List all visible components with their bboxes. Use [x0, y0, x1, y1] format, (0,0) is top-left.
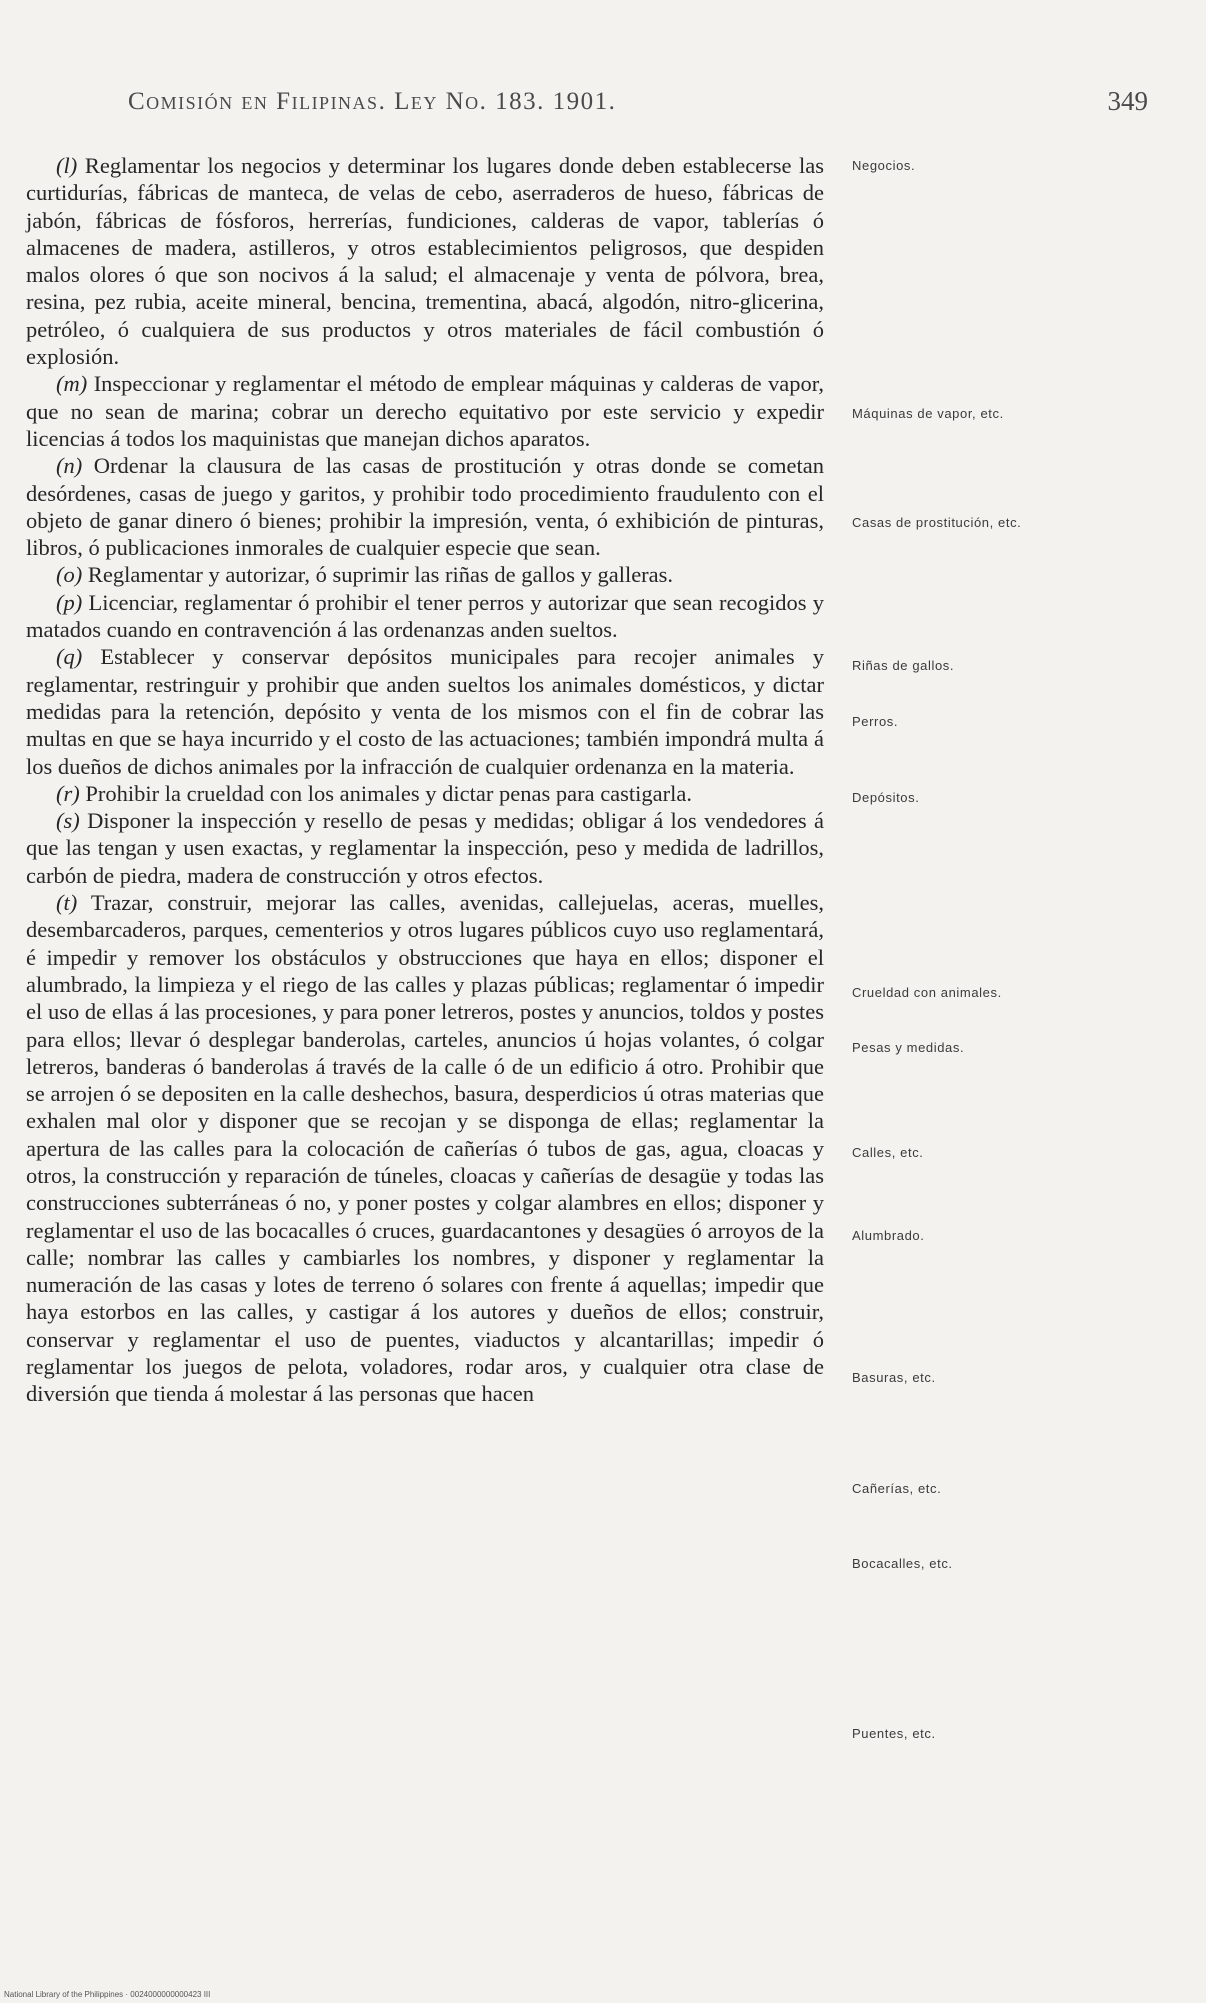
paragraph-letter: (n): [56, 453, 83, 479]
running-head: Comisión en Filipinas. Ley No. 183. 1901.: [128, 88, 617, 115]
margin-note-calles: Calles, etc.: [852, 1145, 924, 1160]
paragraph-l: [26, 152, 824, 370]
paragraph-r: [26, 780, 824, 807]
paragraph-text: Licenciar, reglamentar ó prohibir el tener perros y autorizar que sean recogidos y matados cuando en contravención á las ordenanzas anden sueltos.: [26, 589, 825, 643]
paragraph-m: [26, 370, 824, 452]
paragraph-letter: (o): [56, 562, 83, 588]
paragraph-text: Reglamentar los negocios y determinar los lugares donde deben establecerse las curtidurías, fábricas de manteca, de velas de cebo, aserraderos de hueso, fábricas de jabón, fábricas de fósforos, herrerías, fundiciones, calderas de vapor, tablerías ó almacenes de madera, astilleros, y otros establecimientos peligrosos, que despiden malos olores ó que son nocivos á la salud; el almacenaje y venta de pólvora, brea, resina, pez rubia, aceite mineral, bencina, trementina, abacá, algodón, nitro-glicerina, petróleo, ó cualquiera de sus productos y otros materiales de fácil combustión ó explosión.: [26, 153, 825, 370]
paragraph-letter: (m): [56, 371, 88, 397]
paragraph-letter: (r): [56, 780, 80, 806]
margin-note-bocacalles: Bocacalles, etc.: [852, 1556, 953, 1571]
margin-note-prostitucion: Casas de prostitución, etc.: [852, 515, 1022, 530]
margin-note-basuras: Basuras, etc.: [852, 1370, 936, 1385]
margin-note-perros: Perros.: [852, 714, 899, 729]
paragraph-s: [26, 807, 824, 889]
paragraph-text: Inspeccionar y reglamentar el método de emplear máquinas y calderas de vapor, que no sean de marina; cobrar un derecho equitativo por este servicio y expedir licencias á todos los maquinistas que manejan dichos aparatos.: [26, 371, 824, 451]
margin-note-depositos: Depósitos.: [852, 790, 920, 805]
paragraph-text: Trazar, construir, mejorar las calles, avenidas, callejuelas, aceras, muelles, desembarcaderos, parques, cementerios y otros lugares públicos cuyo uso reglamentará, é impedir y remover los obstáculos y obstrucciones que haya en ellos; disponer el alumbrado, la limpieza y el riego de las calles y plazas públicas; reglamentar ó impedir el uso de ellas á las procesiones, y para poner letreros, postes y anuncios, toldos y postes para ellos; llevar ó desplegar banderolas, carteles, anuncios ú hojas volantes, ó colgar letreros, banderas ó banderolas á través de la calle ó de un edificio á otro. Prohibir que se arrojen ó se depositen en la calle deshechos, basura, desperdicios ú otras materias que exhalen mal olor y disponer que se recojan y se disponga de ellas; reglamentar la apertura de las calles para la colocación de cañerías ó tubos de gas, agua, cloacas y otros, la construcción y reparación de túneles, cloacas y cañerías de desagüe y todas las construcciones subterráneas ó no, y poner postes y colgar alambres en ellos; disponer y reglamentar el uso de las bocacalles ó cruces, guardacantones y desagües ó arroyos de la calle; nombrar las calles y cambiarles los nombres, y disponer y reglamentar la numeración de las casas y lotes de terreno ó solares con frente á aquellas; impedir que haya estorbos en las calles, y castigar á los autores y dueños de ellos; construir, conservar y reglamentar el uso de puentes, viaductos y alcantarillas; impedir ó reglamentar los juegos de pelota, voladores, rodar aros, y cualquier otra clase de diversión que tienda á molestar á las personas que hacen: [26, 890, 824, 1407]
paragraph-letter: (p): [56, 589, 83, 615]
paragraph-q: [26, 643, 824, 779]
margin-note-alumbrado: Alumbrado.: [852, 1228, 925, 1243]
paragraph-p: [26, 589, 824, 644]
paragraph-text: Establecer y conservar depósitos municipales para recojer animales y reglamentar, restringuir y prohibir que anden sueltos los animales domésticos, y dictar medidas para la retención, depósito y venta de los mismos con el fin de cobrar las multas en que se haya incurrido y el costo de las actuaciones; también impondrá multa á los dueños de dichos animales por la infracción de cualquier ordenanza en la materia.: [26, 644, 824, 779]
paragraph-letter: (q): [56, 644, 83, 670]
margin-note-canerias: Cañerías, etc.: [852, 1481, 942, 1496]
paragraph-letter: (t): [56, 890, 78, 916]
paragraph-text: Disponer la inspección y resello de pesas y medidas; obligar á los vendedores á que las tengan y usen exactas, y reglamentar la inspección, peso y medida de ladrillos, carbón de piedra, madera de construcción y otros efectos.: [26, 808, 824, 888]
paragraph-n: [26, 452, 824, 561]
margin-note-rinas: Riñas de gallos.: [852, 658, 955, 673]
paragraph-letter: (l): [56, 153, 78, 178]
page-header: [128, 82, 1148, 122]
paragraph-text: Ordenar la clausura de las casas de prostitución y otras donde se cometan desórdenes, casas de juego y garitos, y prohibir todo procedimiento fraudulento con el objeto de ganar dinero ó bienes; prohibir la impresión, venta, ó exhibición de pinturas, libros, ó publicaciones inmorales de cualquier especie que sean.: [26, 453, 824, 561]
paragraph-text: Reglamentar y autorizar, ó suprimir las riñas de gallos y galleras.: [87, 562, 674, 588]
margin-note-crueldad: Crueldad con animales.: [852, 985, 1002, 1000]
margin-note-puentes: Puentes, etc.: [852, 1726, 936, 1741]
paragraph-letter: (s): [56, 808, 80, 834]
margin-note-pesas: Pesas y medidas.: [852, 1040, 965, 1055]
margin-note-maquinas: Máquinas de vapor, etc.: [852, 406, 1004, 421]
library-stamp: National Library of the Philippines · 0024000000000423 III: [4, 1990, 211, 1999]
margin-note-negocios: Negocios.: [852, 158, 916, 173]
body-text: [26, 152, 824, 1408]
paragraph-t: [26, 889, 824, 1408]
paragraph-text: Prohibir la crueldad con los animales y dictar penas para castigarla.: [85, 780, 693, 806]
page-number: 349: [1107, 86, 1148, 116]
paragraph-o: [26, 561, 824, 588]
